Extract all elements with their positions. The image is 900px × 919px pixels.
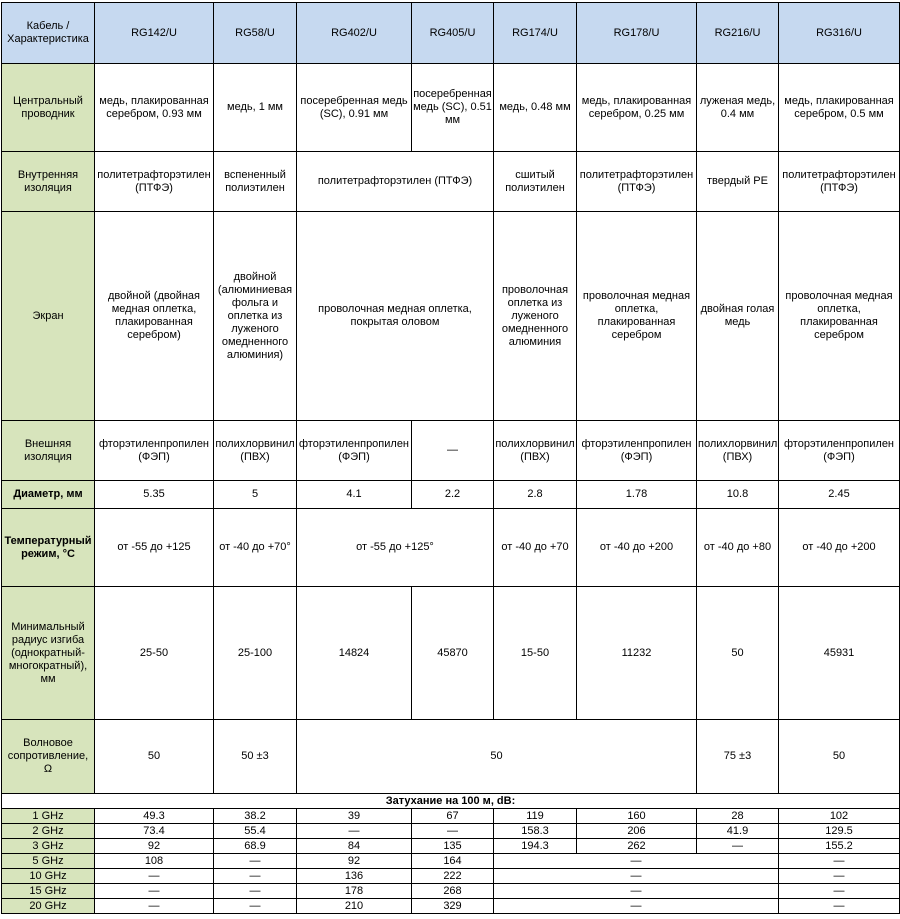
table-cell: 155.2 bbox=[779, 839, 900, 854]
table-cell: сшитый полиэтилен bbox=[494, 152, 577, 212]
table-cell: 2.8 bbox=[494, 481, 577, 509]
table-cell: — bbox=[214, 884, 297, 899]
column-header: RG402/U bbox=[297, 3, 412, 64]
table-cell: медь, 0.48 мм bbox=[494, 64, 577, 152]
table-cell: 50 bbox=[95, 720, 214, 794]
table-cell: 210 bbox=[297, 899, 412, 914]
table-row bbox=[2, 481, 900, 509]
table-cell: двойной (двойная медная оплетка, плакированная серебром) bbox=[95, 212, 214, 421]
header-row bbox=[2, 3, 900, 64]
table-row bbox=[2, 421, 900, 481]
row-label: 15 GHz bbox=[2, 884, 95, 899]
table-cell: 92 bbox=[297, 854, 412, 869]
table-row bbox=[2, 509, 900, 587]
table-row bbox=[2, 720, 900, 794]
table-cell: 2.45 bbox=[779, 481, 900, 509]
table-cell: 55.4 bbox=[214, 824, 297, 839]
table-cell: посеребренная медь (SC), 0.91 мм bbox=[297, 64, 412, 152]
table-cell: политетрафторэтилен (ПТФЭ) bbox=[95, 152, 214, 212]
table-cell: — bbox=[412, 824, 494, 839]
table-cell: полихлорвинил (ПВХ) bbox=[697, 421, 779, 481]
table-cell: — bbox=[95, 884, 214, 899]
table-cell: двойной (алюминиевая фольга и оплетка из луженого омедненного алюминия) bbox=[214, 212, 297, 421]
row-label: 5 GHz bbox=[2, 854, 95, 869]
table-cell: 160 bbox=[577, 809, 697, 824]
table-cell: посеребренная медь (SC), 0.51 мм bbox=[412, 64, 494, 152]
row-label: Экран bbox=[2, 212, 95, 421]
table-cell: 15-50 bbox=[494, 587, 577, 720]
table-cell: 136 bbox=[297, 869, 412, 884]
table-cell: — bbox=[779, 899, 900, 914]
table-cell: от -40 до +70 bbox=[494, 509, 577, 587]
table-cell: — bbox=[697, 839, 779, 854]
table-cell: проволочная медная оплетка, покрытая оловом bbox=[297, 212, 494, 421]
table-cell: луженая медь, 0.4 мм bbox=[697, 64, 779, 152]
table-cell: медь, плакированная серебром, 0.25 мм bbox=[577, 64, 697, 152]
column-header: RG316/U bbox=[779, 3, 900, 64]
table-cell: медь, плакированная серебром, 0.5 мм bbox=[779, 64, 900, 152]
table-cell: 222 bbox=[412, 869, 494, 884]
table-cell: — bbox=[779, 869, 900, 884]
row-label: 10 GHz bbox=[2, 869, 95, 884]
table-cell: 92 bbox=[95, 839, 214, 854]
row-label: 3 GHz bbox=[2, 839, 95, 854]
table-cell: — bbox=[95, 899, 214, 914]
table-cell: 129.5 bbox=[779, 824, 900, 839]
table-cell: 108 bbox=[95, 854, 214, 869]
table-cell: фторэтиленпропилен (ФЭП) bbox=[779, 421, 900, 481]
table-cell: 135 bbox=[412, 839, 494, 854]
table-cell: 10.8 bbox=[697, 481, 779, 509]
table-cell: 164 bbox=[412, 854, 494, 869]
table-cell: — bbox=[95, 869, 214, 884]
table-cell: проволочная медная оплетка, плакированная серебром bbox=[577, 212, 697, 421]
table-cell: 119 bbox=[494, 809, 577, 824]
table-cell: 75 ±3 bbox=[697, 720, 779, 794]
table-row bbox=[2, 824, 900, 839]
column-header: RG174/U bbox=[494, 3, 577, 64]
row-label: Диаметр, мм bbox=[2, 481, 95, 509]
table-cell: — bbox=[494, 899, 779, 914]
section-row bbox=[2, 794, 900, 809]
table-cell: — bbox=[297, 824, 412, 839]
table-row bbox=[2, 809, 900, 824]
table-cell: медь, плакированная серебром, 0.93 мм bbox=[95, 64, 214, 152]
table-cell: от -40 до +80 bbox=[697, 509, 779, 587]
table-cell: 84 bbox=[297, 839, 412, 854]
table-cell: вспененный полиэтилен bbox=[214, 152, 297, 212]
table-cell: политетрафторэтилен (ПТФЭ) bbox=[297, 152, 494, 212]
column-header: RG142/U bbox=[95, 3, 214, 64]
row-label: Минимальный радиус изгиба (однократный-многократный), мм bbox=[2, 587, 95, 720]
table-cell: — bbox=[214, 899, 297, 914]
table-row bbox=[2, 869, 900, 884]
table-cell: 41.9 bbox=[697, 824, 779, 839]
table-cell: от -55 до +125° bbox=[297, 509, 494, 587]
column-header: RG58/U bbox=[214, 3, 297, 64]
table-cell: фторэтиленпропилен (ФЭП) bbox=[577, 421, 697, 481]
table-cell: — bbox=[779, 884, 900, 899]
row-label: 1 GHz bbox=[2, 809, 95, 824]
table-cell: фторэтиленпропилен (ФЭП) bbox=[95, 421, 214, 481]
table-cell: 158.3 bbox=[494, 824, 577, 839]
table-cell: фторэтиленпропилен (ФЭП) bbox=[297, 421, 412, 481]
table-cell: 49.3 bbox=[95, 809, 214, 824]
table-cell: 262 bbox=[577, 839, 697, 854]
table-cell: 11232 bbox=[577, 587, 697, 720]
table-row bbox=[2, 64, 900, 152]
table-cell: 2.2 bbox=[412, 481, 494, 509]
table-row bbox=[2, 839, 900, 854]
column-header: RG405/U bbox=[412, 3, 494, 64]
table-cell: от -40 до +70° bbox=[214, 509, 297, 587]
table-cell: 39 bbox=[297, 809, 412, 824]
table-cell: 50 bbox=[779, 720, 900, 794]
table-cell: от -40 до +200 bbox=[577, 509, 697, 587]
table-row bbox=[2, 854, 900, 869]
table-cell: двойная голая медь bbox=[697, 212, 779, 421]
table-cell: от -40 до +200 bbox=[779, 509, 900, 587]
table-cell: 50 bbox=[697, 587, 779, 720]
table-cell: 4.1 bbox=[297, 481, 412, 509]
table-cell: политетрафторэтилен (ПТФЭ) bbox=[779, 152, 900, 212]
table-cell: 178 bbox=[297, 884, 412, 899]
table-cell: 73.4 bbox=[95, 824, 214, 839]
table-row bbox=[2, 899, 900, 914]
table-cell: 68.9 bbox=[214, 839, 297, 854]
table-cell: полихлорвинил (ПВХ) bbox=[494, 421, 577, 481]
table-cell: — bbox=[412, 421, 494, 481]
table-row bbox=[2, 212, 900, 421]
table-cell: — bbox=[214, 869, 297, 884]
column-header: RG178/U bbox=[577, 3, 697, 64]
table-cell: — bbox=[779, 854, 900, 869]
table-row bbox=[2, 587, 900, 720]
table-cell: 102 bbox=[779, 809, 900, 824]
table-cell: от -55 до +125 bbox=[95, 509, 214, 587]
table-cell: 206 bbox=[577, 824, 697, 839]
table-row bbox=[2, 884, 900, 899]
table-cell: политетрафторэтилен (ПТФЭ) bbox=[577, 152, 697, 212]
cable-comparison-table bbox=[1, 2, 900, 914]
table-cell: 5.35 bbox=[95, 481, 214, 509]
row-label: 20 GHz bbox=[2, 899, 95, 914]
table-cell: 25-50 bbox=[95, 587, 214, 720]
row-label: 2 GHz bbox=[2, 824, 95, 839]
table-cell: проволочная медная оплетка, плакированная серебром bbox=[779, 212, 900, 421]
table-cell: медь, 1 мм bbox=[214, 64, 297, 152]
table-cell: проволочная оплетка из луженого омедненного алюминия bbox=[494, 212, 577, 421]
table-cell: твердый PE bbox=[697, 152, 779, 212]
table-cell: 38.2 bbox=[214, 809, 297, 824]
table-cell: — bbox=[494, 869, 779, 884]
table-cell: 28 bbox=[697, 809, 779, 824]
row-label: Центральный проводник bbox=[2, 64, 95, 152]
table-cell: 329 bbox=[412, 899, 494, 914]
table-cell: 268 bbox=[412, 884, 494, 899]
attenuation-title: Затухание на 100 м, dB: bbox=[2, 794, 900, 809]
row-label: Температурный режим, °C bbox=[2, 509, 95, 587]
row-label: Внутренняя изоляция bbox=[2, 152, 95, 212]
table-cell: 1.78 bbox=[577, 481, 697, 509]
table-cell: 50 bbox=[297, 720, 697, 794]
table-cell: полихлорвинил (ПВХ) bbox=[214, 421, 297, 481]
row-label: Внешняя изоляция bbox=[2, 421, 95, 481]
table-cell: 5 bbox=[214, 481, 297, 509]
row-label: Волновое сопротивление, Ω bbox=[2, 720, 95, 794]
table-cell: 67 bbox=[412, 809, 494, 824]
corner-header: Кабель / Характеристика bbox=[2, 3, 95, 64]
table-cell: — bbox=[214, 854, 297, 869]
table-cell: — bbox=[494, 884, 779, 899]
table-cell: 14824 bbox=[297, 587, 412, 720]
table-cell: 25-100 bbox=[214, 587, 297, 720]
table-cell: — bbox=[494, 854, 779, 869]
table-cell: 45870 bbox=[412, 587, 494, 720]
table-row bbox=[2, 152, 900, 212]
table-cell: 50 ±3 bbox=[214, 720, 297, 794]
table-cell: 194.3 bbox=[494, 839, 577, 854]
column-header: RG216/U bbox=[697, 3, 779, 64]
table-cell: 45931 bbox=[779, 587, 900, 720]
